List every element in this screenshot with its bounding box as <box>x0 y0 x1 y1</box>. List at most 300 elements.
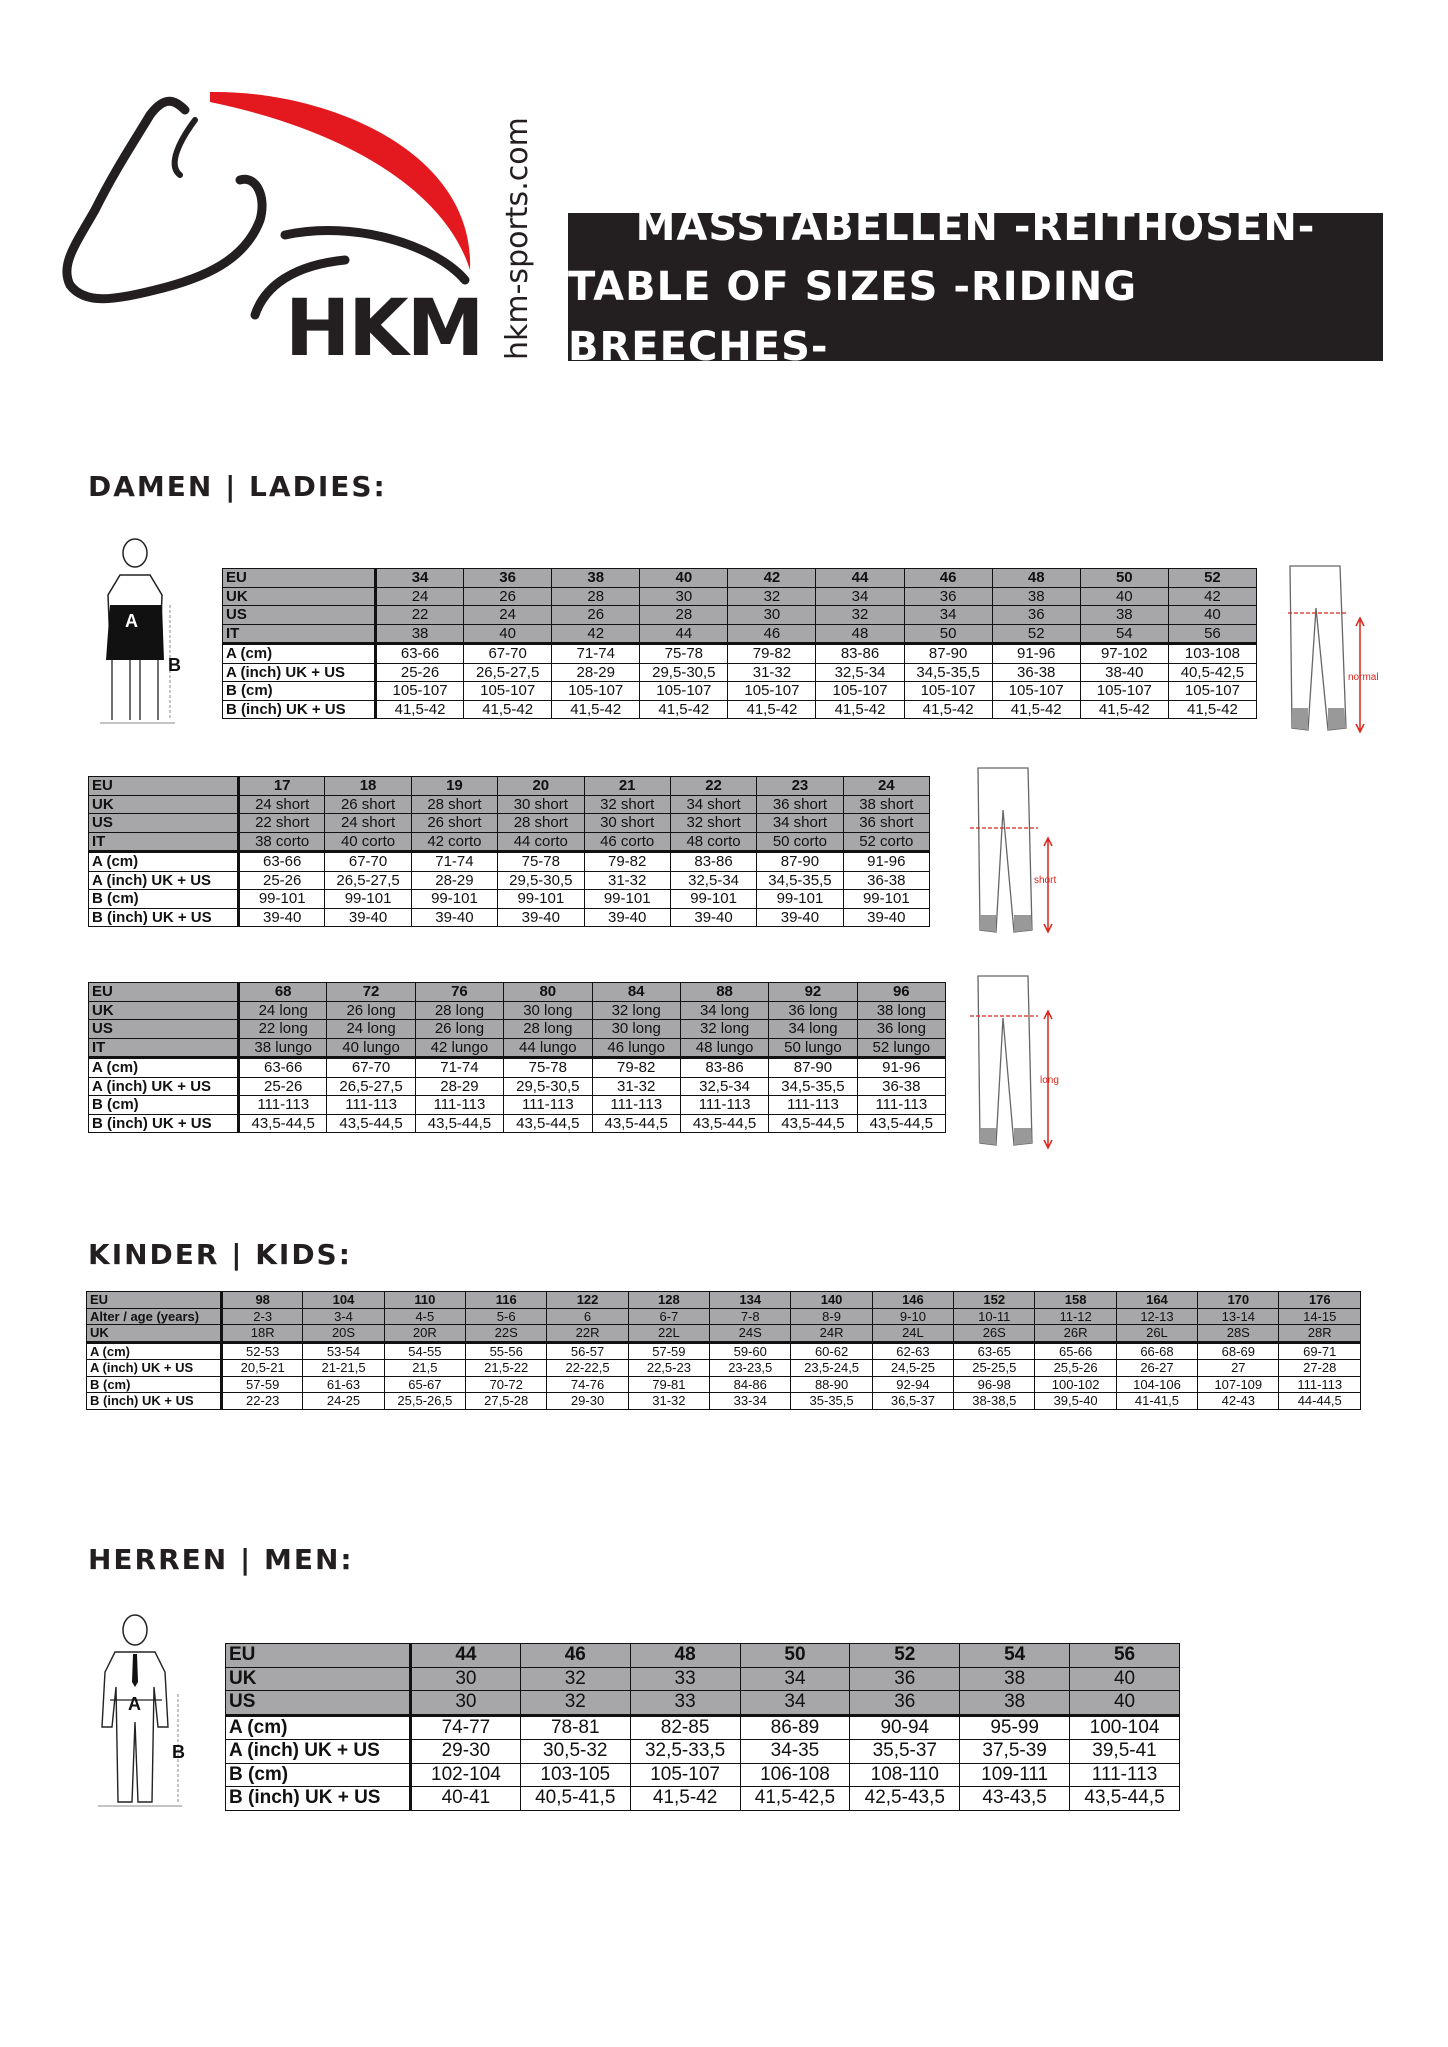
table-cell: 41,5-42 <box>1168 700 1256 719</box>
table-cell: 111-113 <box>680 1096 768 1115</box>
table-cell: 34,5-35,5 <box>904 663 992 682</box>
table-cell: 111-113 <box>504 1096 592 1115</box>
table-cell: 34,5-35,5 <box>769 1077 857 1096</box>
table-cell: 68 <box>239 983 327 1002</box>
table-cell: 39-40 <box>843 908 929 927</box>
table-cell: 56-57 <box>547 1342 628 1360</box>
row-label: IT <box>89 1038 239 1058</box>
table-cell: 26L <box>1116 1325 1197 1343</box>
table-cell: 43,5-44,5 <box>857 1114 945 1133</box>
table-row <box>89 908 930 927</box>
table-cell: 54 <box>1080 624 1168 644</box>
table-cell: 40 corto <box>325 832 411 852</box>
table-cell: 22S <box>466 1325 547 1343</box>
table-cell: 22-23 <box>222 1393 303 1410</box>
row-label: B (cm) <box>223 682 376 701</box>
table-cell: 30 short <box>584 814 670 833</box>
breeches-normal-note: normal <box>1348 672 1379 683</box>
table-cell: 32 <box>520 1667 630 1691</box>
table-cell: 67-70 <box>325 852 411 872</box>
table-row <box>87 1308 1361 1325</box>
table-cell: 87-90 <box>904 644 992 664</box>
table-cell: 23 <box>757 777 843 796</box>
table-cell: 105-107 <box>630 1763 740 1787</box>
table-cell: 39-40 <box>239 908 325 927</box>
table-row <box>223 624 1257 644</box>
ladies-long-size-table <box>88 982 946 1133</box>
table-cell: 99-101 <box>843 890 929 909</box>
table-cell: 116 <box>466 1292 547 1309</box>
table-cell: 40 <box>1080 587 1168 606</box>
table-cell: 99-101 <box>670 890 756 909</box>
table-cell: 27,5-28 <box>466 1393 547 1410</box>
table-cell: 52 corto <box>843 832 929 852</box>
ladies-normal-size-table <box>222 568 1257 719</box>
table-cell: 34,5-35,5 <box>757 871 843 890</box>
table-row <box>89 832 930 852</box>
table-cell: 146 <box>872 1292 953 1309</box>
title-banner <box>568 204 1383 370</box>
row-label: UK <box>223 587 376 606</box>
table-cell: 29,5-30,5 <box>640 663 728 682</box>
table-cell: 40 <box>1070 1667 1180 1691</box>
table-cell: 99-101 <box>584 890 670 909</box>
table-row <box>89 983 946 1002</box>
table-cell: 52 lungo <box>857 1038 945 1058</box>
table-cell: 36-38 <box>992 663 1080 682</box>
table-cell: 56 <box>1070 1644 1180 1668</box>
table-cell: 38 corto <box>239 832 325 852</box>
table-row <box>89 1077 946 1096</box>
row-label: B (inch) UK + US <box>226 1787 411 1811</box>
table-cell: 50 <box>904 624 992 644</box>
table-cell: 105-107 <box>464 682 552 701</box>
table-cell: 48 <box>630 1644 740 1668</box>
table-cell: 24 <box>843 777 929 796</box>
table-cell: 41,5-42 <box>630 1787 740 1811</box>
table-cell: 38 <box>960 1667 1070 1691</box>
table-cell: 43,5-44,5 <box>239 1114 327 1133</box>
table-cell: 50 lungo <box>769 1038 857 1058</box>
table-cell: 41,5-42 <box>552 700 640 719</box>
table-cell: 105-107 <box>1168 682 1256 701</box>
table-cell: 7-8 <box>710 1308 791 1325</box>
table-row <box>226 1644 1180 1668</box>
table-cell: 38-38,5 <box>954 1393 1035 1410</box>
table-cell: 25-25,5 <box>954 1360 1035 1377</box>
table-cell: 140 <box>791 1292 872 1309</box>
table-cell: 10-11 <box>954 1308 1035 1325</box>
table-cell: 83-86 <box>680 1058 768 1078</box>
row-label: US <box>223 606 376 625</box>
table-row <box>223 569 1257 588</box>
table-cell: 32,5-34 <box>816 663 904 682</box>
table-cell: 40 <box>464 624 552 644</box>
table-cell: 41,5-42 <box>376 700 464 719</box>
kids-heading: KINDER | KIDS: <box>88 1238 352 1271</box>
table-cell: 34 <box>740 1667 850 1691</box>
table-cell: 39,5-41 <box>1070 1740 1180 1764</box>
table-cell: 30 long <box>504 1001 592 1020</box>
men-label-a: A <box>128 1694 141 1714</box>
table-cell: 110 <box>384 1292 465 1309</box>
table-cell: 105-107 <box>640 682 728 701</box>
table-cell: 41,5-42 <box>992 700 1080 719</box>
table-cell: 21,5-22 <box>466 1360 547 1377</box>
table-cell: 44 <box>816 569 904 588</box>
table-row <box>226 1667 1180 1691</box>
table-cell: 28R <box>1279 1325 1361 1343</box>
men-body-figure <box>90 1612 200 1812</box>
table-cell: 38 <box>960 1691 1070 1716</box>
table-cell: 13-14 <box>1198 1308 1279 1325</box>
table-cell: 11-12 <box>1035 1308 1116 1325</box>
table-cell: 40 <box>1168 606 1256 625</box>
row-label: IT <box>89 832 239 852</box>
table-cell: 71-74 <box>411 852 497 872</box>
row-label: EU <box>89 983 239 1002</box>
table-cell: 39,5-40 <box>1035 1393 1116 1410</box>
table-cell: 79-82 <box>592 1058 680 1078</box>
table-cell: 57-59 <box>222 1376 303 1393</box>
table-row <box>87 1360 1361 1377</box>
table-row <box>223 663 1257 682</box>
table-cell: 97-102 <box>1080 644 1168 664</box>
table-cell: 36 <box>464 569 552 588</box>
table-cell: 91-96 <box>992 644 1080 664</box>
table-cell: 99-101 <box>325 890 411 909</box>
table-cell: 28 long <box>415 1001 503 1020</box>
table-cell: 34 <box>376 569 464 588</box>
logo-brand-text: HKM <box>285 284 483 374</box>
table-row <box>223 700 1257 719</box>
table-row <box>87 1292 1361 1309</box>
row-label: UK <box>89 795 239 814</box>
table-cell: 22 short <box>239 814 325 833</box>
table-cell: 67-70 <box>464 644 552 664</box>
table-cell: 33 <box>630 1691 740 1716</box>
table-cell: 22,5-23 <box>628 1360 709 1377</box>
table-cell: 78-81 <box>520 1715 630 1740</box>
breeches-normal-figure <box>1280 558 1370 738</box>
table-cell: 26 <box>552 606 640 625</box>
table-cell: 43,5-44,5 <box>1070 1787 1180 1811</box>
table-cell: 32 short <box>670 814 756 833</box>
table-cell: 46 <box>520 1644 630 1668</box>
table-cell: 25-26 <box>239 1077 327 1096</box>
table-cell: 28 <box>640 606 728 625</box>
table-cell: 128 <box>628 1292 709 1309</box>
table-cell: 104-106 <box>1116 1376 1197 1393</box>
table-cell: 36 long <box>857 1020 945 1039</box>
table-cell: 34 short <box>757 814 843 833</box>
table-cell: 32 short <box>584 795 670 814</box>
table-cell: 22 <box>670 777 756 796</box>
table-cell: 108-110 <box>850 1763 960 1787</box>
table-cell: 25,5-26 <box>1035 1360 1116 1377</box>
table-cell: 42-43 <box>1198 1393 1279 1410</box>
table-cell: 75-78 <box>504 1058 592 1078</box>
table-cell: 74-76 <box>547 1376 628 1393</box>
table-cell: 26-27 <box>1116 1360 1197 1377</box>
table-cell: 111-113 <box>592 1096 680 1115</box>
table-row <box>87 1376 1361 1393</box>
table-cell: 26 long <box>415 1020 503 1039</box>
table-cell: 21-21,5 <box>303 1360 384 1377</box>
table-cell: 103-105 <box>520 1763 630 1787</box>
row-label: B (cm) <box>89 1096 239 1115</box>
kids-size-table <box>86 1291 1361 1410</box>
table-cell: 38 <box>376 624 464 644</box>
table-cell: 24 <box>376 587 464 606</box>
table-cell: 92-94 <box>872 1376 953 1393</box>
table-cell: 28 long <box>504 1020 592 1039</box>
table-cell: 26 short <box>411 814 497 833</box>
table-cell: 34 long <box>680 1001 768 1020</box>
table-cell: 33-34 <box>710 1393 791 1410</box>
table-cell: 44-44,5 <box>1279 1393 1361 1410</box>
table-cell: 90-94 <box>850 1715 960 1740</box>
row-label: US <box>89 814 239 833</box>
table-cell: 3-4 <box>303 1308 384 1325</box>
table-cell: 105-107 <box>376 682 464 701</box>
table-row <box>226 1787 1180 1811</box>
table-cell: 50 <box>1080 569 1168 588</box>
table-row <box>89 814 930 833</box>
table-cell: 36 short <box>843 814 929 833</box>
table-row <box>89 795 930 814</box>
row-label: A (inch) UK + US <box>226 1740 411 1764</box>
table-cell: 88-90 <box>791 1376 872 1393</box>
row-label: EU <box>223 569 376 588</box>
table-cell: 23-23,5 <box>710 1360 791 1377</box>
table-cell: 164 <box>1116 1292 1197 1309</box>
table-cell: 63-66 <box>376 644 464 664</box>
table-cell: 111-113 <box>415 1096 503 1115</box>
title-line-de: MASSTABELLEN -REITHOSEN- <box>635 204 1316 250</box>
table-cell: 24L <box>872 1325 953 1343</box>
table-cell: 54 <box>960 1644 1070 1668</box>
table-cell: 105-107 <box>728 682 816 701</box>
table-cell: 5-6 <box>466 1308 547 1325</box>
table-cell: 24R <box>791 1325 872 1343</box>
table-cell: 46 lungo <box>592 1038 680 1058</box>
table-cell: 91-96 <box>843 852 929 872</box>
table-cell: 43,5-44,5 <box>504 1114 592 1133</box>
table-cell: 42 <box>728 569 816 588</box>
table-cell: 22L <box>628 1325 709 1343</box>
table-cell: 34 <box>740 1691 850 1716</box>
table-cell: 28S <box>1198 1325 1279 1343</box>
table-cell: 23,5-24,5 <box>791 1360 872 1377</box>
table-cell: 41,5-42 <box>1080 700 1168 719</box>
table-cell: 92 <box>769 983 857 1002</box>
table-cell: 24 long <box>239 1001 327 1020</box>
men-heading: HERREN | MEN: <box>88 1543 354 1576</box>
table-cell: 31-32 <box>728 663 816 682</box>
table-cell: 59-60 <box>710 1342 791 1360</box>
table-cell: 41,5-42 <box>816 700 904 719</box>
table-row <box>223 644 1257 664</box>
table-cell: 31-32 <box>592 1077 680 1096</box>
table-cell: 8-9 <box>791 1308 872 1325</box>
table-cell: 28-29 <box>411 871 497 890</box>
table-cell: 41,5-42,5 <box>740 1787 850 1811</box>
table-cell: 43,5-44,5 <box>415 1114 503 1133</box>
table-cell: 50 <box>740 1644 850 1668</box>
table-cell: 44 corto <box>498 832 584 852</box>
breeches-long-note: long <box>1040 1075 1059 1086</box>
table-cell: 41-41,5 <box>1116 1393 1197 1410</box>
table-cell: 36-38 <box>857 1077 945 1096</box>
table-cell: 29,5-30,5 <box>504 1077 592 1096</box>
table-cell: 30 <box>728 606 816 625</box>
table-cell: 14-15 <box>1279 1308 1361 1325</box>
table-cell: 176 <box>1279 1292 1361 1309</box>
table-cell: 28 short <box>411 795 497 814</box>
table-cell: 34 <box>816 587 904 606</box>
table-cell: 111-113 <box>1070 1763 1180 1787</box>
row-label: A (cm) <box>87 1342 222 1360</box>
table-cell: 53-54 <box>303 1342 384 1360</box>
table-cell: 24 long <box>327 1020 415 1039</box>
table-cell: 46 corto <box>584 832 670 852</box>
table-cell: 39-40 <box>757 908 843 927</box>
table-cell: 170 <box>1198 1292 1279 1309</box>
row-label: A (inch) UK + US <box>89 871 239 890</box>
table-cell: 35-35,5 <box>791 1393 872 1410</box>
table-cell: 32 long <box>680 1020 768 1039</box>
table-cell: 46 <box>904 569 992 588</box>
table-cell: 34 long <box>769 1020 857 1039</box>
table-cell: 111-113 <box>327 1096 415 1115</box>
table-cell: 20S <box>303 1325 384 1343</box>
table-cell: 84 <box>592 983 680 1002</box>
table-cell: 20 <box>498 777 584 796</box>
table-cell: 107-109 <box>1198 1376 1279 1393</box>
table-row <box>89 890 930 909</box>
table-cell: 38 short <box>843 795 929 814</box>
table-cell: 43,5-44,5 <box>592 1114 680 1133</box>
table-cell: 87-90 <box>757 852 843 872</box>
table-cell: 134 <box>710 1292 791 1309</box>
table-cell: 75-78 <box>498 852 584 872</box>
ladies-heading: DAMEN | LADIES: <box>88 470 387 503</box>
table-cell: 38-40 <box>1080 663 1168 682</box>
table-cell: 100-102 <box>1035 1376 1116 1393</box>
table-cell: 99-101 <box>239 890 325 909</box>
table-cell: 36 short <box>757 795 843 814</box>
table-cell: 105-107 <box>904 682 992 701</box>
row-label: A (cm) <box>89 852 239 872</box>
table-cell: 32,5-33,5 <box>630 1740 740 1764</box>
table-cell: 39-40 <box>584 908 670 927</box>
table-cell: 99-101 <box>498 890 584 909</box>
row-label: A (inch) UK + US <box>87 1360 222 1377</box>
table-cell: 69-71 <box>1279 1342 1361 1360</box>
table-row <box>89 777 930 796</box>
table-cell: 31-32 <box>628 1393 709 1410</box>
table-cell: 43,5-44,5 <box>680 1114 768 1133</box>
table-cell: 44 lungo <box>504 1038 592 1058</box>
table-cell: 83-86 <box>816 644 904 664</box>
table-cell: 20R <box>384 1325 465 1343</box>
table-cell: 21 <box>584 777 670 796</box>
table-cell: 71-74 <box>415 1058 503 1078</box>
table-cell: 42 lungo <box>415 1038 503 1058</box>
table-cell: 27-28 <box>1279 1360 1361 1377</box>
table-row <box>87 1325 1361 1343</box>
table-cell: 100-104 <box>1070 1715 1180 1740</box>
table-cell: 46 <box>728 624 816 644</box>
table-cell: 105-107 <box>552 682 640 701</box>
table-cell: 102-104 <box>411 1763 521 1787</box>
table-cell: 39-40 <box>670 908 756 927</box>
row-label: B (cm) <box>226 1763 411 1787</box>
row-label: A (cm) <box>223 644 376 664</box>
ladies-body-figure <box>90 535 210 730</box>
table-cell: 68-69 <box>1198 1342 1279 1360</box>
table-cell: 25,5-26,5 <box>384 1393 465 1410</box>
table-cell: 24 short <box>239 795 325 814</box>
table-cell: 54-55 <box>384 1342 465 1360</box>
ladies-label-b: B <box>168 655 181 675</box>
table-cell: 80 <box>504 983 592 1002</box>
table-cell: 60-62 <box>791 1342 872 1360</box>
table-row <box>223 682 1257 701</box>
row-label: IT <box>223 624 376 644</box>
table-cell: 63-66 <box>239 852 325 872</box>
table-row <box>226 1715 1180 1740</box>
table-cell: 39-40 <box>411 908 497 927</box>
table-cell: 41,5-42 <box>728 700 816 719</box>
table-cell: 26,5-27,5 <box>325 871 411 890</box>
breeches-short-figure <box>968 760 1058 940</box>
table-cell: 32 <box>816 606 904 625</box>
table-cell: 55-56 <box>466 1342 547 1360</box>
table-row <box>89 1096 946 1115</box>
table-cell: 105-107 <box>816 682 904 701</box>
table-cell: 111-113 <box>239 1096 327 1115</box>
row-label: US <box>226 1691 411 1716</box>
table-cell: 79-81 <box>628 1376 709 1393</box>
table-cell: 36 <box>904 587 992 606</box>
ladies-short-size-table <box>88 776 930 927</box>
table-cell: 79-82 <box>584 852 670 872</box>
row-label: B (inch) UK + US <box>87 1393 222 1410</box>
title-line-en: TABLE OF SIZES -RIDING BREECHES- <box>568 264 1138 370</box>
table-cell: 83-86 <box>670 852 756 872</box>
table-cell: 39-40 <box>498 908 584 927</box>
table-cell: 95-99 <box>960 1715 1070 1740</box>
table-cell: 21,5 <box>384 1360 465 1377</box>
table-cell: 56 <box>1168 624 1256 644</box>
row-label: A (cm) <box>89 1058 239 1078</box>
table-cell: 26S <box>954 1325 1035 1343</box>
table-cell: 43-43,5 <box>960 1787 1070 1811</box>
table-cell: 17 <box>239 777 325 796</box>
table-cell: 98 <box>222 1292 303 1309</box>
table-cell: 30 <box>640 587 728 606</box>
table-cell: 20,5-21 <box>222 1360 303 1377</box>
table-cell: 30 short <box>498 795 584 814</box>
table-cell: 76 <box>415 983 503 1002</box>
table-cell: 39-40 <box>325 908 411 927</box>
table-cell: 44 <box>640 624 728 644</box>
table-cell: 44 <box>411 1644 521 1668</box>
table-cell: 40,5-42,5 <box>1168 663 1256 682</box>
row-label: B (cm) <box>87 1376 222 1393</box>
